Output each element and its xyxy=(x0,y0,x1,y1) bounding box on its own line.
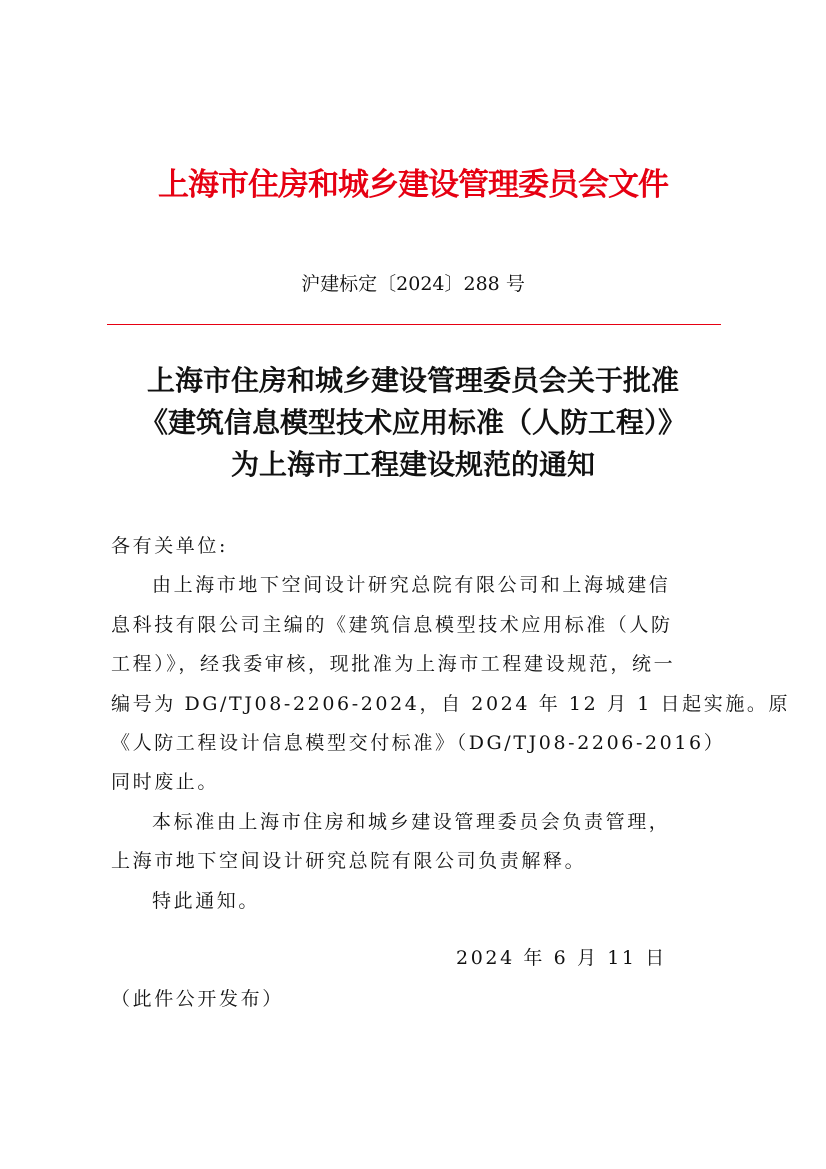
body-line: 由上海市地下空间设计研究总院有限公司和上海城建信 xyxy=(152,574,671,597)
public-release-note: （此件公开发布） xyxy=(111,988,284,1010)
red-divider-line xyxy=(107,324,721,325)
salutation: 各有关单位: xyxy=(111,535,229,557)
notice-title xyxy=(60,360,766,486)
notice-title-line-2: 《建筑信息模型技术应用标准（人防工程）》 xyxy=(139,406,686,439)
body-line: 同时废止。 xyxy=(111,771,220,794)
notice-title-line-1: 上海市住房和城乡建设管理委员会关于批准 xyxy=(146,364,679,397)
issue-date: 2024 年 6 月 11 日 xyxy=(456,947,667,969)
body-line: 息科技有限公司主编的《建筑信息模型技术应用标准（人防 xyxy=(111,613,673,636)
document-number: 沪建标定〔2024〕288 号 xyxy=(301,273,525,295)
closing-line: 特此通知。 xyxy=(152,889,261,912)
body-line: 《人防工程设计信息模型交付标准》（DG/TJ08-2206-2016） xyxy=(111,731,726,754)
body-line: 本标准由上海市住房和城乡建设管理委员会负责管理， xyxy=(152,810,671,833)
notice-body xyxy=(111,527,791,921)
body-line: 工程）》，经我委审核，现批准为上海市工程建设规范，统一 xyxy=(111,653,676,676)
notice-title-line-3: 为上海市工程建设规范的通知 xyxy=(230,448,595,481)
body-line: 编号为 DG/TJ08-2206-2024，自 2024 年 12 月 1 日起实施。原 xyxy=(111,692,791,715)
body-line: 上海市地下空间设计研究总院有限公司负责解释。 xyxy=(111,850,587,873)
issuer-title: 上海市住房和城乡建设管理委员会文件 xyxy=(158,167,668,203)
